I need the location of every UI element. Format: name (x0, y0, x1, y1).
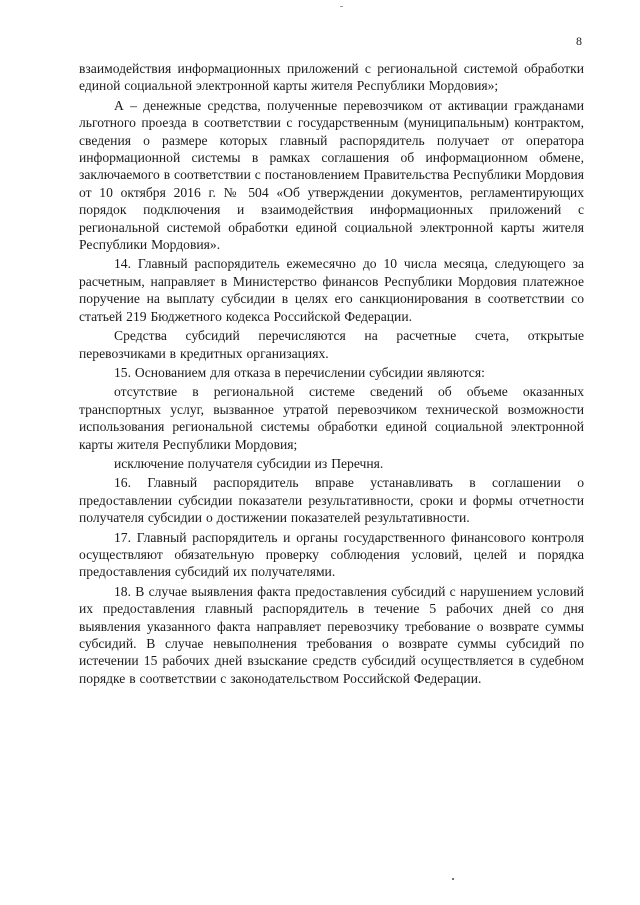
paragraph-14: 14. Главный распорядитель ежемесячно до 10 числа месяца, следующего за расчетным, направляет в Министерство финансов Республики Мордовия платежное поручение на выплату субсидии в целях его санкционирования в соответствии со статьей 219 Бюджетного кодекса Российской Федерации. (79, 256, 584, 324)
paragraph-a-definition: А – денежные средства, полученные перевозчиком от активации гражданами льготного проезда в соответствии с государственным (муниципальным) контрактом, сведения о размере которых главный распорядитель получает от оператора информационной системы в рамках соглашения об информационном обмене, заключаемого в соответствии с постановлением Правительства Республики Мордовия от 10 октября 2016 г. № 504 «Об утверждении документов, регламентирующих порядок подключения и взаимодействия информационных приложений с региональной системой обработки единой социальной электронной карты жителя Республики Мордовия». (79, 97, 584, 253)
document-body (79, 60, 584, 689)
paragraph-17: 17. Главный распорядитель и органы государственного финансового контроля осуществляют обязательную проверку соблюдения условий, целей и порядка предоставления субсидий их получателями. (79, 529, 584, 580)
paragraph-15-reason-1: отсутствие в региональной системе сведений об объеме оказанных транспортных услуг, вызванное утратой перевозчиком технической возможности использования региональной системы обработки единой социальной электронной карты жителя Республики Мордовия; (79, 384, 584, 452)
paragraph-15-reason-2: исключение получателя субсидии из Перечня. (114, 455, 384, 471)
scan-mark-bottom (452, 878, 454, 880)
scan-mark-top (340, 6, 343, 7)
page-number: 8 (576, 34, 582, 48)
paragraph-continuation: взаимодействия информационных приложений с региональной системой обработки единой социальной электронной карты жителя Республики Мордовия»; (79, 61, 584, 94)
paragraph-16: 16. Главный распорядитель вправе устанавливать в соглашении о предоставлении субсидии показатели результативности, сроки и формы отчетности получателя субсидии о достижении показателей результативности. (79, 475, 584, 526)
paragraph-15: 15. Основанием для отказа в перечислении субсидии являются: (114, 364, 485, 380)
paragraph-18: 18. В случае выявления факта предоставления субсидий с нарушением условий их предоставления главный распорядитель в течение 5 рабочих дней со дня выявления указанного факта направляет перевозчику требование о возврате суммы субсидий. В случае невыполнения требования о возврате суммы субсидий по истечении 15 рабочих дней взыскание средств субсидий осуществляется в судебном порядке в соответствии с законодательством Российской Федерации. (79, 583, 584, 686)
paragraph-14-accounts: Средства субсидий перечисляются на расчетные счета, открытые перевозчиками в кредитных организациях. (79, 328, 584, 361)
